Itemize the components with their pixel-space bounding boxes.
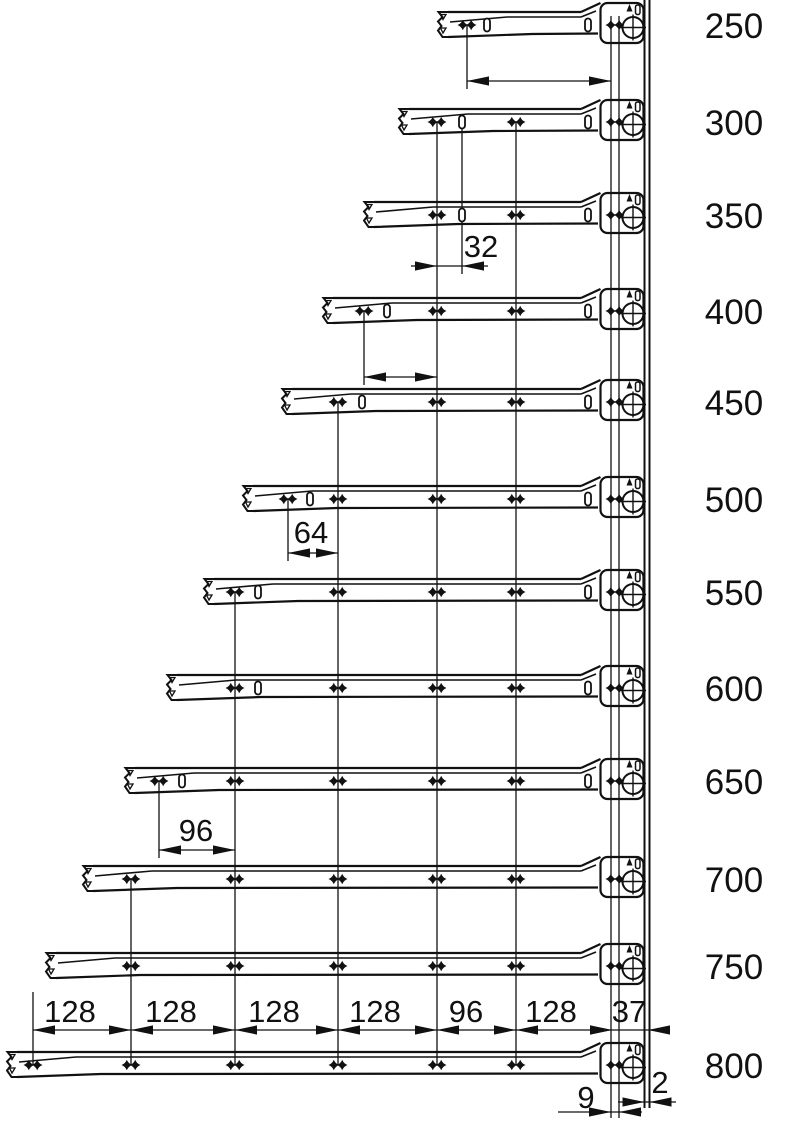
chain-dimension-label: 128 xyxy=(349,994,401,1029)
up-arrow-icon xyxy=(627,945,633,953)
hook-notch-icon xyxy=(207,595,213,600)
dimension-arrowhead xyxy=(316,1025,338,1034)
rail-bottom-edge xyxy=(374,224,598,228)
dimension-arrowhead xyxy=(467,76,489,85)
hole-slot xyxy=(585,116,591,129)
hook-notch-icon xyxy=(10,1068,16,1073)
bracket-step-outer xyxy=(581,477,601,486)
length-label: 400 xyxy=(704,293,764,332)
rail-bottom-edge xyxy=(177,697,598,701)
up-arrow-icon xyxy=(627,667,633,675)
rail-bottom-edge xyxy=(448,34,598,38)
rail-taper-line xyxy=(179,680,236,685)
length-label: 350 xyxy=(704,197,764,236)
dimension-label: 2 xyxy=(651,1065,669,1100)
rail-bottom-edge xyxy=(214,601,598,605)
marker-slot-icon xyxy=(636,102,641,112)
bracket-step-outer xyxy=(581,193,601,202)
dimension-arrowhead xyxy=(589,76,611,85)
dimension-arrowhead xyxy=(619,1107,641,1116)
dimension-arrowhead xyxy=(648,1025,670,1034)
marker-slot-icon xyxy=(636,572,641,582)
rail-taper-line xyxy=(376,207,433,212)
bracket-step-outer xyxy=(581,289,601,298)
up-arrow-icon xyxy=(627,4,633,12)
bracket-step-outer xyxy=(581,666,601,675)
up-arrow-icon xyxy=(627,1044,633,1052)
length-label: 450 xyxy=(704,384,764,423)
hole-slot xyxy=(307,493,313,506)
length-label: 250 xyxy=(704,7,764,46)
marker-slot-icon xyxy=(636,195,641,205)
hole-slot xyxy=(384,305,390,318)
rail-bottom-edge xyxy=(93,888,598,892)
marker-slot-icon xyxy=(636,382,641,392)
length-label: 650 xyxy=(704,763,764,802)
hook-notch-icon xyxy=(86,882,92,887)
hole-slot xyxy=(585,19,591,32)
dimension-arrowhead xyxy=(364,372,386,381)
up-arrow-icon xyxy=(627,290,633,298)
hook-notch-icon xyxy=(326,314,332,319)
rail-taper-line xyxy=(95,871,152,876)
hole-slot xyxy=(484,19,490,32)
rail-taper-line xyxy=(58,958,115,963)
dimension-arrowhead xyxy=(623,1097,645,1106)
hole-slot xyxy=(585,775,591,788)
dimension-arrowhead xyxy=(213,845,235,854)
bracket-step-outer xyxy=(581,1043,601,1052)
chain-dimension-label: 128 xyxy=(145,994,197,1029)
hole-slot xyxy=(459,116,465,129)
rail-bottom-edge xyxy=(17,1074,598,1078)
hole-slot xyxy=(255,586,261,599)
hook-notch-icon xyxy=(246,502,252,507)
hook-notch-icon xyxy=(49,969,55,974)
dimension-arrowhead xyxy=(415,372,437,381)
bracket-step-outer xyxy=(581,100,601,109)
length-label: 750 xyxy=(704,948,764,987)
dimension-arrowhead xyxy=(494,1025,516,1034)
up-arrow-icon xyxy=(627,478,633,486)
bracket-step-outer xyxy=(581,570,601,579)
up-arrow-icon xyxy=(627,571,633,579)
chain-dimension-label: 128 xyxy=(525,994,577,1029)
length-label: 700 xyxy=(704,861,764,900)
marker-slot-icon xyxy=(636,5,641,15)
marker-slot-icon xyxy=(636,859,641,869)
length-label: 300 xyxy=(704,104,764,143)
rail-taper-line xyxy=(19,1057,76,1062)
rail-taper-line xyxy=(216,584,273,589)
hole-slot xyxy=(255,682,261,695)
up-arrow-icon xyxy=(627,858,633,866)
dimension-label: 64 xyxy=(293,515,329,550)
chain-dimension-label: 37 xyxy=(611,994,647,1029)
hook-notch-icon xyxy=(402,125,408,130)
marker-slot-icon xyxy=(636,291,641,301)
chain-dimension-label: 96 xyxy=(448,994,484,1029)
rail-bottom-edge xyxy=(56,975,598,979)
rail-bottom-edge xyxy=(333,320,598,324)
bracket-step-outer xyxy=(581,380,601,389)
dimension-label: 9 xyxy=(577,1080,595,1115)
length-label: 550 xyxy=(704,574,764,613)
up-arrow-icon xyxy=(627,760,633,768)
hole-slot xyxy=(585,209,591,222)
hole-slot xyxy=(585,682,591,695)
length-label: 800 xyxy=(704,1047,764,1086)
hook-notch-icon xyxy=(285,405,291,410)
dimension-label: 32 xyxy=(463,229,499,264)
rail-taper-line xyxy=(450,17,507,22)
hole-slot xyxy=(179,775,185,788)
rail-bottom-edge xyxy=(253,508,598,512)
length-label: 600 xyxy=(704,670,764,709)
dimension-arrowhead xyxy=(415,261,437,270)
chain-dimension-label: 128 xyxy=(248,994,300,1029)
length-label: 500 xyxy=(704,481,764,520)
dimension-arrowhead xyxy=(213,1025,235,1034)
hole-slot xyxy=(585,305,591,318)
bracket-step-outer xyxy=(581,944,601,953)
up-arrow-icon xyxy=(627,101,633,109)
hook-notch-icon xyxy=(170,691,176,696)
marker-slot-icon xyxy=(636,668,641,678)
dimension-arrowhead xyxy=(590,1025,612,1034)
marker-slot-icon xyxy=(636,479,641,489)
up-arrow-icon xyxy=(627,381,633,389)
dimension-label: 96 xyxy=(178,813,214,848)
bracket-step-outer xyxy=(581,857,601,866)
dimension-arrowhead xyxy=(109,1025,131,1034)
hook-notch-icon xyxy=(128,784,134,789)
marker-slot-icon xyxy=(636,761,641,771)
marker-slot-icon xyxy=(636,1045,641,1055)
up-arrow-icon xyxy=(627,194,633,202)
chain-dimension-label: 128 xyxy=(44,994,96,1029)
hole-slot xyxy=(585,586,591,599)
bracket-step-outer xyxy=(581,3,601,12)
hook-notch-icon xyxy=(367,218,373,223)
bracket-step-outer xyxy=(581,759,601,768)
rail-bottom-edge xyxy=(135,790,598,794)
hole-slot xyxy=(585,396,591,409)
hole-slot xyxy=(459,209,465,222)
hook-notch-icon xyxy=(441,28,447,33)
dimension-arrowhead xyxy=(415,1025,437,1034)
dimension-arrowhead xyxy=(159,845,181,854)
hole-slot xyxy=(585,493,591,506)
marker-slot-icon xyxy=(636,946,641,956)
hole-slot xyxy=(359,396,365,409)
